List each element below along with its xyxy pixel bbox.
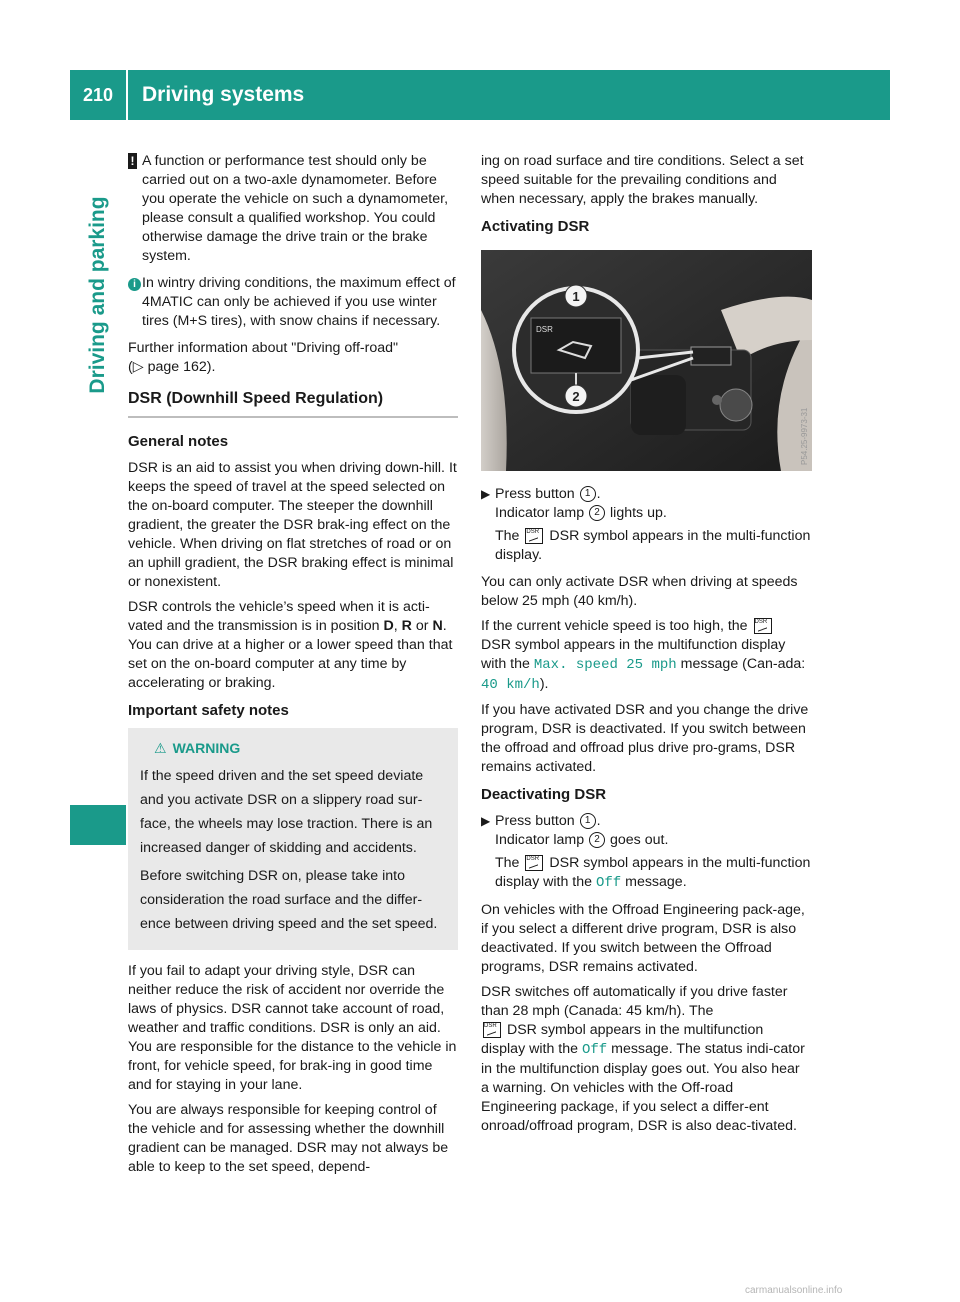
warning-text-1: If the speed driven and the set speed deviate and you activate DSR on a slippery road sur-face, the wheels may lose traction. There is an increased danger of skidding and accidents. xyxy=(140,768,433,856)
activate-paragraph-1: You can only activate DSR when driving at speeds below 25 mph (40 km/h). xyxy=(481,574,798,609)
svg-text:DSR: DSR xyxy=(536,325,553,334)
further-info-paragraph: Further information about "Driving off-road" (▷ page 162). xyxy=(128,340,399,375)
svg-text:1: 1 xyxy=(572,289,580,304)
chapter-label: Driving and parking xyxy=(86,196,109,394)
warning-triangle-icon: ⚠ xyxy=(154,740,167,756)
chapter-side-tab xyxy=(70,196,126,394)
left-column xyxy=(128,152,458,1183)
deactivate-step: ▶ Press button 1 . Indicator lamp 2 goes out. The DSR DSR symbol appears in the multi-function display with the Off message. xyxy=(481,813,811,891)
console-photo xyxy=(481,250,812,471)
step-arrow-icon: ▶ xyxy=(481,487,491,501)
callout-1-icon: 1 xyxy=(580,813,596,829)
page-number: 210 xyxy=(82,84,114,105)
continued-paragraph: ing on road surface and tire conditions. Select a set speed suitable for the prevailing conditions and when necessary, apply the brakes manually. xyxy=(481,153,804,207)
dsr-symbol-icon: DSR xyxy=(525,528,543,544)
section-title: Driving systems xyxy=(142,83,305,106)
activate-paragraph-3: If you have activated DSR and you change the drive program, DSR is deactivated. If you switch between the offroad and offroad plus drive pro-grams, DSR remains activated. xyxy=(481,702,809,775)
callout-2-icon: 2 xyxy=(589,832,605,848)
caution-note-text: A function or performance test should only be carried out on a two-axle dynamometer. Before you operate the vehicle on such a dynamometer, please consult a qualified workshop. You could otherwise damage the drive train or the brake system. xyxy=(142,153,449,264)
page-reference-link[interactable]: page 162). xyxy=(147,359,216,375)
dsr-button-figure xyxy=(481,250,812,471)
general-notes-heading: General notes xyxy=(128,433,229,450)
deactivate-paragraph-2: DSR switches off automatically if you drive faster than 28 mph (Canada: 45 km/h). The DSR DSR symbol appears in the multifunction display with the Off message. The status indi-cator in the multifunction display goes out. You also hear a warning. On vehicles with the Off-road Engineering package, if you select a differ-ent onroad/offroad program, DSR is also deac-tivated. xyxy=(481,984,805,1134)
side-color-block xyxy=(70,805,126,845)
safety-paragraph-1: If you fail to adapt your driving style, DSR can neither reduce the risk of accident nor override the laws of physics. DSR cannot take account of road, weather and traffic conditions. DSR is only an aid. You are responsible for the distance to the vehicle in front, for vehicle speed, for brak-ing in good time and for staying in your lane. xyxy=(128,963,457,1093)
exclamation-icon: ! xyxy=(128,152,137,171)
warning-title: ⚠ WARNING xyxy=(140,736,448,760)
activate-step: ▶ Press button 1 . Indicator lamp 2 lights up. The DSR DSR symbol appears in the multi-function display. xyxy=(481,486,811,563)
message-off: Off xyxy=(581,1042,608,1058)
caution-note xyxy=(128,152,458,266)
message-off: Off xyxy=(595,875,622,891)
message-max-speed: Max. speed 25 mph xyxy=(533,657,677,673)
dsr-symbol-icon: DSR xyxy=(483,1022,501,1038)
deactivate-paragraph-1: On vehicles with the Offroad Engineering pack-age, if you select a different drive program, DSR is also deactivated. If you switch between the Offroad programs, DSR remains activated. xyxy=(481,902,805,975)
safety-notes-heading: Important safety notes xyxy=(128,702,289,719)
right-column xyxy=(481,152,811,1142)
safety-paragraph-2: You are always responsible for keeping control of the vehicle and for assessing whether the downhill gradient can be managed. DSR may not always be able to keep to the set speed, depend- xyxy=(128,1102,449,1175)
svg-text:2: 2 xyxy=(572,389,580,404)
callout-2-icon: 2 xyxy=(589,505,605,521)
dsr-symbol-icon: DSR xyxy=(525,855,543,871)
general-notes-p1: DSR is an aid to assist you when driving down-hill. It keeps the speed of travel at the speed selected on the on-board computer. The steeper the downhill gradient, the greater the DSR brak-ing effect on the vehicle. When driving on flat stretches of road or on an uphill gradient, the DSR braking effect is minimal or nonexistent. xyxy=(128,460,457,590)
watermark: carmanualsonline.info xyxy=(745,1285,843,1296)
svg-text:P54.25-9973-31: P54.25-9973-31 xyxy=(800,407,809,465)
dsr-section-heading: DSR (Downhill Speed Regulation) xyxy=(128,389,458,418)
callout-1-icon: 1 xyxy=(580,486,596,502)
warning-text-2: Before switching DSR on, please take into consideration the road surface and the differ-ence between driving speed and the set speed. xyxy=(140,868,438,932)
general-notes-p2: DSR controls the vehicle’s speed when it is acti-vated and the transmission is in position D, R or N. You can drive at a higher or a lower speed than that set on the on-board computer at any time by accelerating or braking. xyxy=(128,599,453,691)
activating-dsr-heading: Activating DSR xyxy=(481,218,590,235)
ref-arrow-icon: ▷ xyxy=(132,359,144,375)
deactivating-dsr-heading: Deactivating DSR xyxy=(481,786,607,803)
activate-paragraph-2: If the current vehicle speed is too high, the DSR DSR symbol appears in the multifunction display with the Max. speed 25 mph message (Can-ada: 40 km/h). xyxy=(481,618,806,693)
info-note-text: In wintry driving conditions, the maximum effect of 4MATIC can only be achieved if you use winter tires (M+S tires), with snow chains if necessary. xyxy=(142,275,456,329)
info-note xyxy=(128,274,458,331)
info-icon: i xyxy=(128,274,141,293)
warning-box xyxy=(128,728,458,950)
header-divider xyxy=(126,70,128,120)
message-kmh: 40 km/h xyxy=(481,677,540,693)
dsr-symbol-icon: DSR xyxy=(754,618,772,634)
step-arrow-icon: ▶ xyxy=(481,814,491,828)
